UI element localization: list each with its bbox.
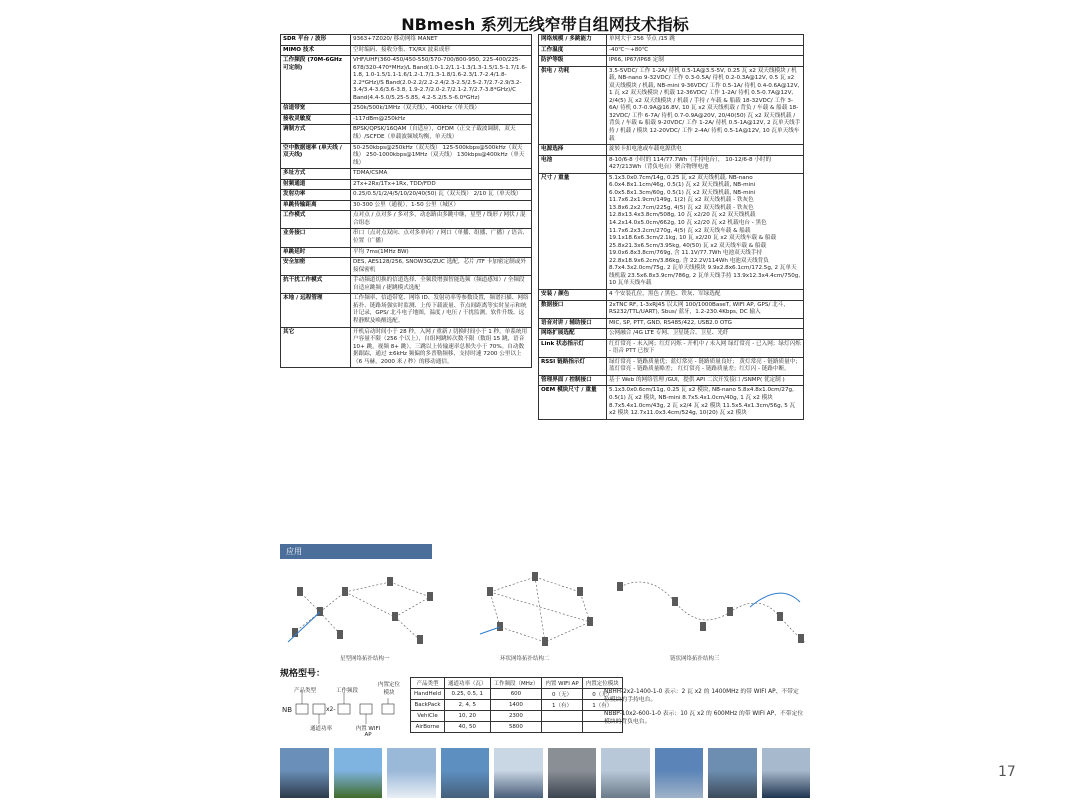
right-spec-table xyxy=(538,34,804,420)
model-table-cell: 600 xyxy=(490,689,542,700)
spec-row xyxy=(281,169,532,180)
spec-key: 电源选择 xyxy=(539,145,607,156)
spec-key: 网络扩展选配 xyxy=(539,329,607,340)
spec-value: BPSK/QPSK/16QAM（自适应），OFDM（正交子载波调制，双天线）/SCFDE（单载波频域均衡，单天线） xyxy=(351,125,532,143)
spec-row xyxy=(539,45,804,56)
spec-value: 50-250kbps@250kHz（双天线） 125-500kbps@500kHz（双天线） 250-1000kbps@1MHz（双天线） 130kbps@400kHz（单天线） xyxy=(351,143,532,169)
spec-row xyxy=(281,143,532,169)
label-gps: 内置定位模块 xyxy=(377,682,400,696)
model-table-cell: 5800 xyxy=(490,722,542,733)
application-section-bar: 应用 xyxy=(280,544,432,559)
model-table-header xyxy=(411,678,623,689)
spec-row xyxy=(539,56,804,67)
spec-key: 多址方式 xyxy=(281,169,351,180)
spec-row xyxy=(281,276,532,294)
spec-key: 单跳延时 xyxy=(281,247,351,258)
spec-value: 5.1x3.0x0.6cm/11g, 0.25 瓦 x2 模块, NB-nano 5.8x4.8x1.0cm/27g, 0.5(1) 瓦 x2 模块, NB-mini 8.7x5.4x1.0cm/40g, 1 瓦 x2 模块 8.7x5.4x1.0cm/43g, 2 瓦 x2/4 瓦 x2 模块 11.5x5.4x1.3cm/56g, 5 瓦 x2 模块 12.7x11.0x3.4cm/524g, 10(20) 瓦 x2 模块 xyxy=(607,386,804,419)
star-topology-diagram xyxy=(295,582,430,640)
spec-key: MIMO 技术 xyxy=(281,45,351,56)
spec-row xyxy=(539,375,804,386)
model-code-diagram xyxy=(280,678,410,740)
spec-row xyxy=(281,56,532,104)
spec-row xyxy=(281,125,532,143)
model-table-cell: 1（有） xyxy=(582,700,622,711)
solar-panel-photo xyxy=(655,748,704,798)
diagram-caption-ring: 环状网络拓扑结构二 xyxy=(500,656,550,662)
ship-photo xyxy=(441,748,490,798)
soldiers-photo xyxy=(762,748,811,798)
star-nodes xyxy=(292,577,433,644)
model-table-cell: BackPack xyxy=(411,700,445,711)
spec-value: 0.25/0.5/1/2/4/5/10/20/40(50) 瓦（双天线） 2/10 瓦（单天线） xyxy=(351,190,532,201)
spec-value: 3.5-5VDC/ 工作 1-2A/ 待机 0.5-1A@3.5-5V, 0.25 瓦 x2 双天线模块 / 机载, NB-nano 9-32VDC/ 工作 0.3-0.5A/ 待机 0.2-0.3A@12V, 0.5 瓦 x2 双天线模块 / 机载, NB-mini 9-36VDC/ 工作 0.5-1A/ 待机 0.4-0.6A@12V, 1 瓦 x2 双天线模块 / 机载 12-36VDC/ 工作 1-2A/ 待机 0.5-0.7A@12V, 2/4(5) 瓦 x2 双天线模块 / 机载 / 手持 / 车载 & 船载 18-32VDC/ 工作 3-6A/ 待机 0.7-0.9A@16.8V, 10 瓦 x2 双天线机载 / 背负 / 车载 & 船载 18-32VDC/ 工作 6-7A/ 待机 0.7-0.9A@20V, 20/40(50) 瓦 x2 双天线机载 / 背负 / 车载 & 船载 9-20VDC/ 工作 1-2A/ 待机 0.5-1A@12V, 2 瓦单天线手持 / 机载 / 模块 12-20VDC/ 工作 2-4A/ 待机 0.5-1A@12V, 10 瓦单天线车载 xyxy=(607,66,804,144)
label-sep: x2- xyxy=(326,706,336,713)
spec-row xyxy=(281,114,532,125)
spec-row xyxy=(281,211,532,229)
model-table-cell: AirBorne xyxy=(411,722,445,733)
spec-key: 尺寸 / 重量 xyxy=(539,173,607,289)
spec-key: 语音对讲 / 辅助接口 xyxy=(539,318,607,329)
spec-value: 平均 7ms(1MHz BW) xyxy=(351,247,532,258)
model-table-header-cell: 内置 WIFI AP xyxy=(542,678,582,689)
spec-row xyxy=(281,229,532,247)
spec-value: 基于 Web 的网络管理 /GUI，提供 API 二次开发接口 /SNMP( 优定制 ) xyxy=(607,375,804,386)
label-band: 工作频段 xyxy=(336,688,359,694)
spec-key: 工作温度 xyxy=(539,45,607,56)
spec-row xyxy=(281,190,532,201)
spec-key: 单跳传输距离 xyxy=(281,200,351,211)
farm-field-photo xyxy=(334,748,383,798)
diagram-caption-chain: 链状网络拓扑结构三 xyxy=(670,656,720,662)
model-table-header-cell: 产品类型 xyxy=(411,678,445,689)
spec-value: 2Tx+2Rx/1Tx+1Rx, TDD/FDD xyxy=(351,179,532,190)
spec-value: IP66, IP67/IP68 定制 xyxy=(607,56,804,67)
model-spec-table xyxy=(410,677,623,733)
model-section-title: 规格型号： xyxy=(280,669,326,679)
spec-value: 9363+7Z020/ 移动网络 MANET xyxy=(351,35,532,46)
spec-key: SDR 平台 / 波形 xyxy=(281,35,351,46)
spec-row xyxy=(281,45,532,56)
chain-nodes xyxy=(617,582,804,643)
model-table-row xyxy=(411,722,623,733)
topology-svg xyxy=(280,562,810,654)
spec-value: VHF/UHF(360-450/450-550/570-700/800-950, 225-400/225-678/320-470*MHz)/L Band(1.0-1.2/1.1-1.3/1.3-1.5/1.5-1.7/1.6-1.8, 1.0-1.5/1.1-1.6/1.2-1.7/1.3-1.8/1.6-2.3/1.7-2.4/1.8-2.2*GHz)/S Band(2.0-2.2/2.2-2.4/2.3-2.5/2.5-2.7/2.7-2.9/3.2-3.4/3.4-3.6/3.6-3.8, 1.9-2.7/2.0-2.7/2.1-2.7/2.7-3.8*GHz)/C Band(4.4-5.0/5.25-5.85, 4.2-5.2/5.5-6.0*GHz) xyxy=(351,56,532,104)
label-power: 通道功率 xyxy=(310,726,333,732)
spec-key: 抗干扰工作模式 xyxy=(281,276,351,294)
model-notes xyxy=(604,688,804,732)
model-code-boxes xyxy=(280,678,410,740)
spec-value: 250k/500k/1MHz（双天线），400kHz（单天线） xyxy=(351,104,532,115)
label-product-type: 产品类型 xyxy=(294,688,317,694)
spec-key: 供电 / 功耗 xyxy=(539,66,607,144)
spec-value: 旋转卡扣电池或车载电源供电 xyxy=(607,145,804,156)
spec-key: 管理界面 / 控制接口 xyxy=(539,375,607,386)
left-spec-table xyxy=(280,34,532,368)
photo-strip xyxy=(280,748,810,798)
spec-key: 射频通道 xyxy=(281,179,351,190)
spec-row xyxy=(539,289,804,300)
spec-row xyxy=(539,357,804,375)
spec-row xyxy=(539,173,804,289)
ship-deck-photo xyxy=(708,748,757,798)
spec-value: 4 个安装孔位，黑色 / 黑色、铁灰、军绿选配 xyxy=(607,289,804,300)
spec-key: 业务接口 xyxy=(281,229,351,247)
ring-topology-diagram xyxy=(490,577,590,642)
model-table-cell: 2300 xyxy=(490,711,542,722)
diagram-caption-star: 星型网络拓扑结构一 xyxy=(340,656,390,662)
spec-row xyxy=(539,35,804,46)
label-wifi: 内置 WIFI AP xyxy=(355,726,381,738)
label-prefix: NB xyxy=(282,706,293,714)
model-table-cell: 10, 20 xyxy=(445,711,491,722)
spec-value: 工作频率、信道带宽、网络 ID、发射功率等参数设置，频谱扫描、网络拓扑、链路场强实时监测、上传下载流量、节点间距离等实时显示和统计记录，GPS/ 北斗电子地图，温度 / 电压 / 干扰监测，软件升级、远程静默及唤醒选配。 xyxy=(351,294,532,327)
spec-value: 绿灯常亮 - 链路质量优；蓝灯常亮 - 链路质量良好； 黄灯常亮 - 链路质量中；蓝灯常亮 - 链路质量略差； 红灯常亮 - 链路质量差；红灯闪 - 链路中断。 xyxy=(607,357,804,375)
spec-key: 其它 xyxy=(281,327,351,368)
spec-key: 防护等级 xyxy=(539,56,607,67)
page-number: 17 xyxy=(998,764,1016,780)
spec-row xyxy=(281,247,532,258)
spec-key: OEM 模块尺寸 / 重量 xyxy=(539,386,607,419)
spec-row xyxy=(539,386,804,419)
light-bulb-photo xyxy=(387,748,436,798)
spec-value: 30-300 公里（通视），1-50 公里（城区） xyxy=(351,200,532,211)
spec-value: 公网融合 /4G LTE 专网、卫星链合、卫星、光纤 xyxy=(607,329,804,340)
spec-value: TDMA/CSMA xyxy=(351,169,532,180)
drone-photo xyxy=(494,748,543,798)
spec-row xyxy=(281,200,532,211)
spec-key: 调制方式 xyxy=(281,125,351,143)
spec-row xyxy=(539,300,804,318)
page-title: NBmesh 系列无线窄带自组网技术指标 xyxy=(401,15,689,34)
spec-key: RSSI 链路指示灯 xyxy=(539,357,607,375)
model-table-cell: 2, 4, 5 xyxy=(445,700,491,711)
spec-value: 单网大于 256 节点 /15 跳 xyxy=(607,35,804,46)
spec-value: -40℃～+80℃ xyxy=(607,45,804,56)
model-table-cell: VehiCle xyxy=(411,711,445,722)
spec-key: 网络规模 / 多跳能力 xyxy=(539,35,607,46)
spec-key: 本地 / 远程管理 xyxy=(281,294,351,327)
spec-key: 接收灵敏度 xyxy=(281,114,351,125)
spec-value: 点对点 / 点对多 / 多对多，动态路由多跳中继，星型 / 线形 / 网状 / 混合组态 xyxy=(351,211,532,229)
spec-key: 信道带宽 xyxy=(281,104,351,115)
spec-value: 开机启动时间小于 28 秒，入网 / 重新 / 切换时间小于 1 秒，单系统用户容量不限（256 个以上），自组网跳转次数不限（数组 15 跳，语音 10+ 跳，视频 8+ 跳），三跳以上传输速率总损失小于 70%。自动数据跟踪，通过 ±6kHz 频偏的多普勒频移，支持时速 7200 公里以上（6 马赫，2000 米 / 秒）的移动通信。 xyxy=(351,327,532,368)
model-table-cell: 0.25, 0.5, 1 xyxy=(445,689,491,700)
spec-key: 安装 / 颜色 xyxy=(539,289,607,300)
spec-key: 数据接口 xyxy=(539,300,607,318)
model-table-header-cell: 内置定位模块 xyxy=(582,678,622,689)
spec-key: 工作模式 xyxy=(281,211,351,229)
industrial-photo xyxy=(548,748,597,798)
model-table-row xyxy=(411,689,623,700)
spec-row xyxy=(539,329,804,340)
model-table-row xyxy=(411,700,623,711)
spec-value: -117dBm@250kHz xyxy=(351,114,532,125)
model-table-header-cell: 通道功率（瓦） xyxy=(445,678,491,689)
spec-row xyxy=(539,155,804,173)
spec-row xyxy=(539,318,804,329)
spec-key: 空中数据速率 (单天线 / 双天线) xyxy=(281,143,351,169)
spec-row xyxy=(281,179,532,190)
spec-row xyxy=(539,339,804,357)
spec-key: 发射功率 xyxy=(281,190,351,201)
spec-key: 工作频段 (70M-6GHz 可定制) xyxy=(281,56,351,104)
railway-photo xyxy=(601,748,650,798)
spec-value: MIC, SP, PTT, GND, RS485/422, USB2.0 OTG xyxy=(607,318,804,329)
spec-row xyxy=(281,327,532,368)
model-note: NBBP-10x2-600-1-0 表示：10 瓦 x2 的 600MHz 的带 WIFI AP、不带定位模块的背负电台。 xyxy=(604,711,804,726)
spec-key: Link 状态指示灯 xyxy=(539,339,607,357)
spec-value: 串口（点对点双向、点对多单向）/ 网口（单播、组播、广播）/ 语音、位置（广播） xyxy=(351,229,532,247)
model-table-cell: 1（有） xyxy=(542,700,582,711)
model-table-cell: 0（无） xyxy=(542,689,582,700)
star-link-arrow xyxy=(288,612,320,642)
spec-value: DES, AES128/256, SNOW3G/ZUC 选配，芯片 /TF 卡加密定制或外接保密机 xyxy=(351,258,532,276)
spec-row xyxy=(539,145,804,156)
model-table-cell xyxy=(542,711,582,722)
spec-value: 2xTNC RF, 1-3xRJ45 以太网 100/1000BaseT, WIFI AP, GPS/ 北斗，RS232/TTL/UART), Sbus/ 蓝牙，1.2-230.4Kbps, DC 输入 xyxy=(607,300,804,318)
spec-row xyxy=(539,66,804,144)
model-table-cell: 1400 xyxy=(490,700,542,711)
model-table-header-cell: 工作频段（MHz） xyxy=(490,678,542,689)
spec-key: 电池 xyxy=(539,155,607,173)
spec-row xyxy=(281,258,532,276)
spec-key: 安全加密 xyxy=(281,258,351,276)
topology-diagrams xyxy=(280,562,810,666)
model-table-cell: HandHeld xyxy=(411,689,445,700)
spec-value: 手动频道切换的信道选择、全频段增强智能选频（频道感知）/ 全频段自适应跳频 / 捷跳模式选配 xyxy=(351,276,532,294)
spec-value: 红灯常亮 - 未入网；红灯闪烁 - 开机中 / 未入网 绿灯常亮 - 已入网；绿灯闪烁 - 语音 PTT 已按下 xyxy=(607,339,804,357)
spec-row xyxy=(281,35,532,46)
spec-value: 空时编码、接收分集、TX/RX 波束成形 xyxy=(351,45,532,56)
model-table-row xyxy=(411,711,623,722)
spec-value: 8-10/6-8 小时的 114/77.7Wh（手持电台）， 10-12/6-8 小时的 427/213Wh（背负电台）聚合物锂电池 xyxy=(607,155,804,173)
model-table-cell: 0（无） xyxy=(582,689,622,700)
spec-value: 5.1x3.0x0.7cm/14g, 0.25 瓦 x2 双天线机载, NB-nano 6.0x4.8x1.1cm/46g, 0.5(1) 瓦 x2 双天线机载, NB-mini 6.0x5.8x1.3cm/60g, 0.5(1) 瓦 x2 双天线机载, NB-mini 11.7x6.2x1.9cm/149g, 1(2) 瓦 x2 双天线机载 - 铁灰色 13.8x6.2x2.7cm/225g, 4(5) 瓦 x2 双天线机载 - 铁灰色 12.8x13.4x3.8cm/508g, 10 瓦 x2/20 瓦 x2 双天线机载 14.2x14.0x5.0cm/662g, 10 瓦 x2/20 瓦 x2 机载电台 - 黑色 11.7x6.2x3.2cm/270g, 4(5) 瓦 x2 双天线车载 & 船载 19.1x18.6x6.3cm/2.1kg, 10 瓦 x2/20 瓦 x2 双天线车载 & 船载 25.8x21.3x6.5cm/3.95kg, 40(50) 瓦 x2 双天线车载 & 船载 19.0x6.8x3.8cm/769g, 含 11.1V/77.7Wh 电池双天线手持 22.8x18.9x6.2cm/3.86kg, 含 22.2V/114Wh 电池双天线背负 8.7x4.3x2.0cm/75g, 2 瓦单天线模块 9.9x2.8x6.1cm/172.5g, 2 瓦单天线机载 23.5x6.8x3.9cm/786g, 2 瓦单天线手持 13.9x12.3x4.4cm/750g, 10 瓦单天线车载 xyxy=(607,173,804,289)
model-note: NBHH-2x2-1400-1-0 表示：2 瓦 x2 的 1400MHz 的带 WIFI AP、不带定位模块的手持电台。 xyxy=(604,689,799,704)
model-table-cell: 40, 50 xyxy=(445,722,491,733)
model-table-cell xyxy=(542,722,582,733)
oil-pump-photo xyxy=(280,748,329,798)
spec-row xyxy=(281,104,532,115)
spec-row xyxy=(281,294,532,327)
